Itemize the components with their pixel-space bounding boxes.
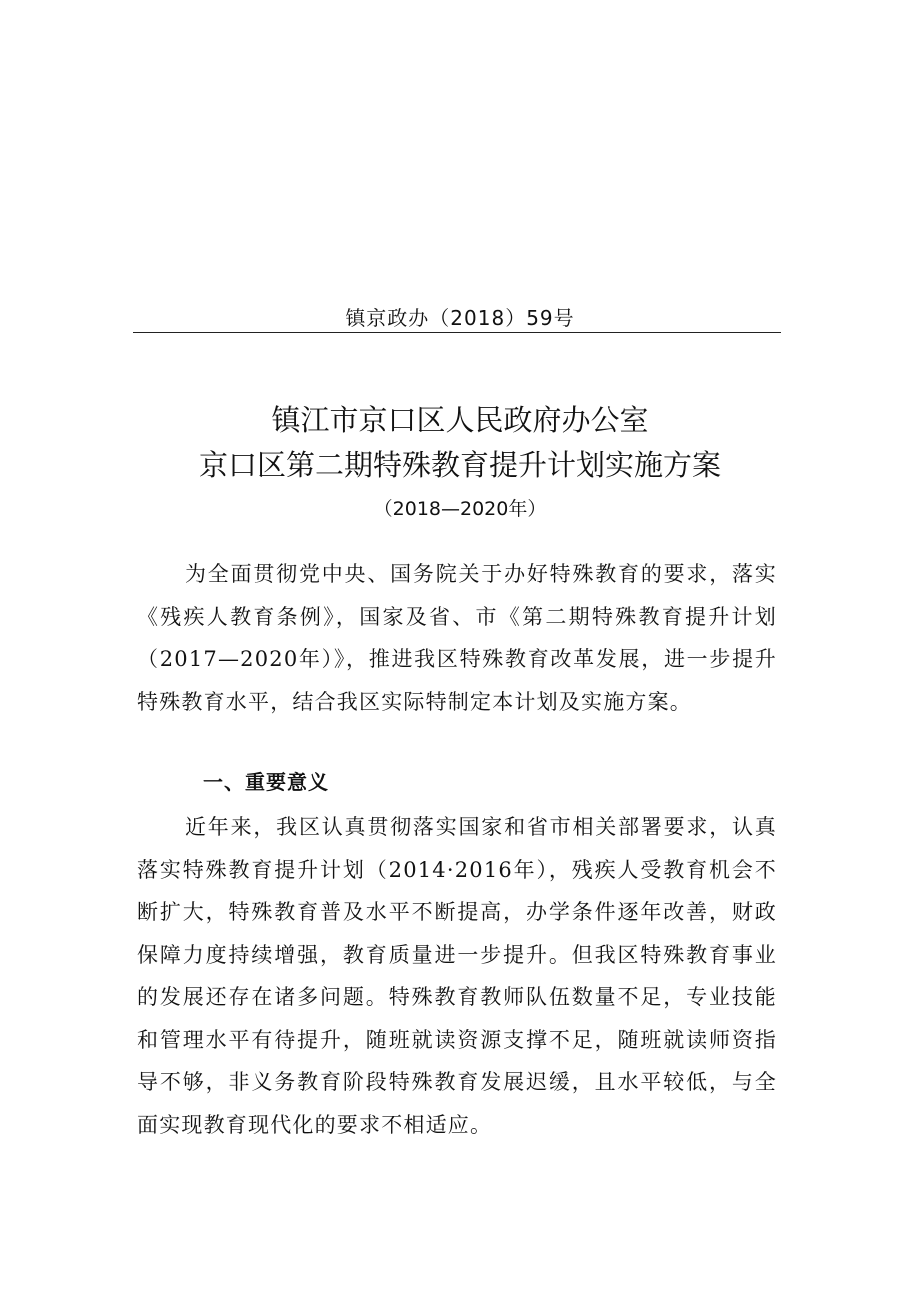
header-divider <box>133 332 781 333</box>
section-heading: 一、重要意义 <box>203 770 329 794</box>
document-title: 京口区第二期特殊教育提升计划实施方案 <box>198 448 721 482</box>
document-period: （2018—2020年） <box>373 498 547 520</box>
intro-paragraph: 为全面贯彻党中央、国务院关于办好特殊教育的要求，落实《残疾人教育条例》，国家及省、市《第二期特殊教育提升计划（2017—2020年）》，推进我区特殊教育改革发展，进一步提升特殊教育水平，结合我区实际特制定本计划及实施方案。 <box>137 562 777 714</box>
issuer-title: 镇江市京口区人民政府办公室 <box>271 403 649 437</box>
section-paragraph: 近年来，我区认真贯彻落实国家和省市相关部署要求，认真落实特殊教育提升计划（2014·2016年），残疾人受教育机会不断扩大，特殊教育普及水平不断提高，办学条件逐年改善，财政保障力度持续增强，教育质量进一步提升。但我区特殊教育事业的发展还存在诸多问题。特殊教育教师队伍数量不足，专业技能和管理水平有待提升，随班就读资源支撑不足，随班就读师资指导不够，非义务教育阶段特殊教育发展迟缓，且水平较低，与全面实现教育现代化的要求不相适应。 <box>137 815 777 1137</box>
document-number: 镇京政办（2018）59号 <box>345 306 575 330</box>
